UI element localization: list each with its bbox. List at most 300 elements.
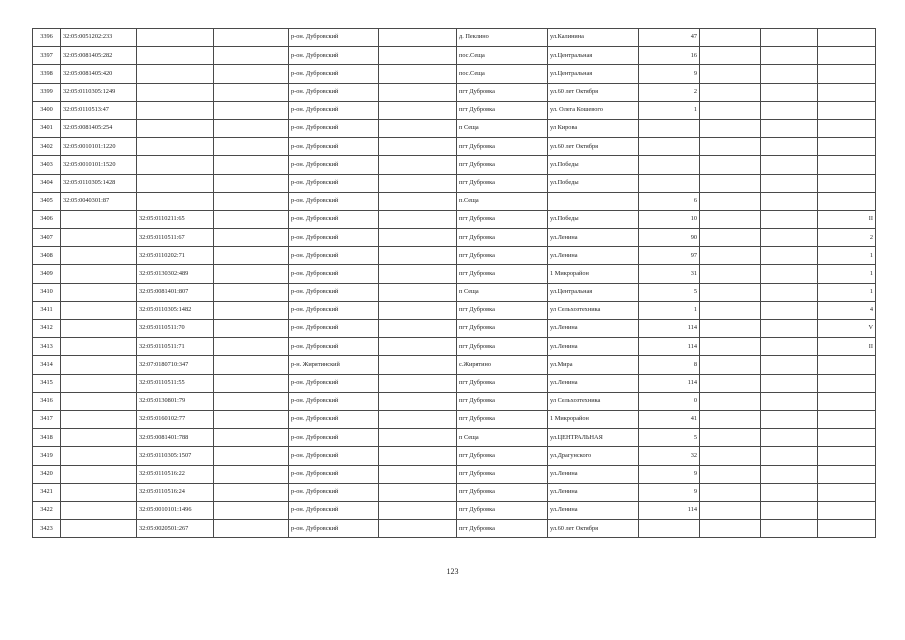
empty-cell — [214, 210, 289, 228]
street-cell: ул.Победы — [548, 156, 639, 174]
empty-cell — [379, 465, 457, 483]
empty-cell — [379, 410, 457, 428]
empty-cell — [700, 174, 761, 192]
empty-cell — [214, 465, 289, 483]
table-row — [33, 410, 876, 428]
settlement-cell: пос.Сеща — [457, 65, 548, 83]
empty-cell — [700, 47, 761, 65]
table-row — [33, 247, 876, 265]
district-cell: р-он. Дубровский — [289, 429, 379, 447]
district-cell: р-он. Дубровский — [289, 156, 379, 174]
extra-value-cell: 4 — [818, 301, 876, 319]
cadastral-number-cell: 32:05:0040301:87 — [61, 192, 137, 210]
extra-value-cell — [818, 392, 876, 410]
district-cell: р-он. Дубровский — [289, 29, 379, 47]
district-cell: р-он. Дубровский — [289, 65, 379, 83]
cadastral-number-cell — [61, 247, 137, 265]
empty-cell — [761, 465, 818, 483]
extra-value-cell — [818, 410, 876, 428]
cadastral-number-cell — [61, 338, 137, 356]
street-cell: ул.Победы — [548, 210, 639, 228]
cadastral-number-cell — [61, 210, 137, 228]
street-cell: ул.Драгунского — [548, 447, 639, 465]
empty-cell — [379, 156, 457, 174]
cadastral-number-cell: 32:05:0010101:1220 — [61, 138, 137, 156]
cadastral-number-alt-cell — [137, 174, 214, 192]
empty-cell — [700, 210, 761, 228]
extra-value-cell — [818, 520, 876, 538]
settlement-cell: пгт Дубровка — [457, 501, 548, 519]
empty-cell — [700, 83, 761, 101]
empty-cell — [761, 520, 818, 538]
table-row — [33, 283, 876, 301]
empty-cell — [214, 320, 289, 338]
empty-cell — [700, 247, 761, 265]
table-row — [33, 301, 876, 319]
empty-cell — [214, 447, 289, 465]
district-cell: р-он. Дубровский — [289, 447, 379, 465]
row-number-cell: 3408 — [33, 247, 61, 265]
street-cell: ул.Победы — [548, 174, 639, 192]
row-number-cell: 3422 — [33, 501, 61, 519]
table-row — [33, 138, 876, 156]
row-number-cell: 3420 — [33, 465, 61, 483]
row-number-cell: 3407 — [33, 229, 61, 247]
cadastral-number-alt-cell — [137, 83, 214, 101]
settlement-cell: пгт Дубровка — [457, 247, 548, 265]
house-number-cell: 32 — [639, 447, 700, 465]
empty-cell — [379, 47, 457, 65]
street-cell: 1 Микрорайон — [548, 265, 639, 283]
cadastral-number-alt-cell — [137, 138, 214, 156]
settlement-cell: пгт Дубровка — [457, 83, 548, 101]
empty-cell — [379, 374, 457, 392]
house-number-cell — [639, 119, 700, 137]
district-cell: р-он. Дубровский — [289, 138, 379, 156]
house-number-cell: 97 — [639, 247, 700, 265]
street-cell: ул.Ленина — [548, 501, 639, 519]
cadastral-number-cell — [61, 283, 137, 301]
street-cell — [548, 192, 639, 210]
empty-cell — [214, 301, 289, 319]
empty-cell — [700, 283, 761, 301]
house-number-cell — [639, 520, 700, 538]
empty-cell — [761, 301, 818, 319]
district-cell: р-н. Жирятинский — [289, 356, 379, 374]
street-cell: ул.Мира — [548, 356, 639, 374]
cadastral-number-cell: 32:05:0051202:233 — [61, 29, 137, 47]
street-cell: ул.60 лет Октября — [548, 83, 639, 101]
extra-value-cell — [818, 465, 876, 483]
house-number-cell: 5 — [639, 283, 700, 301]
empty-cell — [761, 483, 818, 501]
street-cell: ул.Ленина — [548, 320, 639, 338]
empty-cell — [761, 47, 818, 65]
table-row — [33, 374, 876, 392]
empty-cell — [379, 283, 457, 301]
cadastral-number-cell: 32:05:0110305:1428 — [61, 174, 137, 192]
empty-cell — [214, 47, 289, 65]
row-number-cell: 3398 — [33, 65, 61, 83]
empty-cell — [379, 29, 457, 47]
extra-value-cell — [818, 192, 876, 210]
settlement-cell: пгт Дубровка — [457, 174, 548, 192]
row-number-cell: 3410 — [33, 283, 61, 301]
extra-value-cell: 1 — [818, 247, 876, 265]
empty-cell — [214, 374, 289, 392]
empty-cell — [379, 65, 457, 83]
extra-value-cell — [818, 447, 876, 465]
street-cell: ул.Центральная — [548, 65, 639, 83]
cadastral-number-alt-cell: 32:05:0110202:71 — [137, 247, 214, 265]
settlement-cell: пгт Дубровка — [457, 301, 548, 319]
house-number-cell: 9 — [639, 483, 700, 501]
cadastral-number-alt-cell: 32:05:0110511:70 — [137, 320, 214, 338]
house-number-cell: 10 — [639, 210, 700, 228]
empty-cell — [214, 283, 289, 301]
empty-cell — [379, 356, 457, 374]
house-number-cell: 1 — [639, 101, 700, 119]
empty-cell — [700, 356, 761, 374]
street-cell: ул Сельхозтехника — [548, 301, 639, 319]
empty-cell — [761, 356, 818, 374]
extra-value-cell — [818, 65, 876, 83]
house-number-cell: 9 — [639, 465, 700, 483]
empty-cell — [700, 520, 761, 538]
empty-cell — [700, 501, 761, 519]
page-number: 123 — [446, 567, 459, 576]
settlement-cell: п.Сеща — [457, 192, 548, 210]
extra-value-cell — [818, 356, 876, 374]
row-number-cell: 3414 — [33, 356, 61, 374]
settlement-cell: пгт Дубровка — [457, 483, 548, 501]
extra-value-cell: 2 — [818, 229, 876, 247]
empty-cell — [761, 374, 818, 392]
street-cell: ул.Ленина — [548, 465, 639, 483]
extra-value-cell: II — [818, 338, 876, 356]
cadastral-number-alt-cell: 32:05:0110511:71 — [137, 338, 214, 356]
empty-cell — [761, 29, 818, 47]
house-number-cell — [639, 138, 700, 156]
empty-cell — [379, 229, 457, 247]
table-row — [33, 229, 876, 247]
row-number-cell: 3416 — [33, 392, 61, 410]
extra-value-cell — [818, 374, 876, 392]
empty-cell — [214, 174, 289, 192]
empty-cell — [700, 65, 761, 83]
empty-cell — [761, 501, 818, 519]
extra-value-cell — [818, 119, 876, 137]
house-number-cell: 90 — [639, 229, 700, 247]
registry-table — [32, 28, 876, 538]
empty-cell — [700, 465, 761, 483]
settlement-cell: пгт Дубровка — [457, 447, 548, 465]
extra-value-cell — [818, 29, 876, 47]
settlement-cell: пгт Дубровка — [457, 320, 548, 338]
table-row — [33, 483, 876, 501]
extra-value-cell: 1 — [818, 265, 876, 283]
district-cell: р-он. Дубровский — [289, 301, 379, 319]
empty-cell — [700, 374, 761, 392]
house-number-cell: 2 — [639, 83, 700, 101]
house-number-cell: 114 — [639, 320, 700, 338]
empty-cell — [379, 320, 457, 338]
empty-cell — [761, 247, 818, 265]
empty-cell — [214, 520, 289, 538]
district-cell: р-он. Дубровский — [289, 265, 379, 283]
extra-value-cell: V — [818, 320, 876, 338]
empty-cell — [214, 265, 289, 283]
cadastral-number-alt-cell: 32:05:0010101:1496 — [137, 501, 214, 519]
cadastral-number-cell — [61, 356, 137, 374]
empty-cell — [761, 283, 818, 301]
district-cell: р-он. Дубровский — [289, 338, 379, 356]
empty-cell — [700, 119, 761, 137]
table-row — [33, 392, 876, 410]
empty-cell — [379, 520, 457, 538]
street-cell: ул.Калинина — [548, 29, 639, 47]
empty-cell — [700, 320, 761, 338]
empty-cell — [761, 156, 818, 174]
cadastral-number-cell: 32:05:0110513:47 — [61, 101, 137, 119]
settlement-cell: пгт Дубровка — [457, 392, 548, 410]
cadastral-number-cell — [61, 374, 137, 392]
row-number-cell: 3413 — [33, 338, 61, 356]
empty-cell — [700, 301, 761, 319]
empty-cell — [700, 229, 761, 247]
empty-cell — [761, 265, 818, 283]
cadastral-number-cell — [61, 520, 137, 538]
table-row — [33, 447, 876, 465]
empty-cell — [761, 101, 818, 119]
district-cell: р-он. Дубровский — [289, 283, 379, 301]
street-cell: ул.Ленина — [548, 247, 639, 265]
table-row — [33, 320, 876, 338]
empty-cell — [214, 138, 289, 156]
cadastral-number-alt-cell: 32:05:0130302:489 — [137, 265, 214, 283]
empty-cell — [379, 119, 457, 137]
empty-cell — [214, 410, 289, 428]
table-row — [33, 156, 876, 174]
empty-cell — [214, 392, 289, 410]
row-number-cell: 3403 — [33, 156, 61, 174]
settlement-cell: п Сеща — [457, 119, 548, 137]
empty-cell — [214, 83, 289, 101]
empty-cell — [700, 156, 761, 174]
district-cell: р-он. Дубровский — [289, 501, 379, 519]
district-cell: р-он. Дубровский — [289, 174, 379, 192]
cadastral-number-cell — [61, 429, 137, 447]
table-row — [33, 429, 876, 447]
house-number-cell: 9 — [639, 65, 700, 83]
row-number-cell: 3409 — [33, 265, 61, 283]
row-number-cell: 3411 — [33, 301, 61, 319]
cadastral-number-alt-cell: 32:05:0160102:77 — [137, 410, 214, 428]
extra-value-cell — [818, 483, 876, 501]
empty-cell — [761, 192, 818, 210]
district-cell: р-он. Дубровский — [289, 374, 379, 392]
settlement-cell: пос.Сеща — [457, 47, 548, 65]
house-number-cell: 0 — [639, 392, 700, 410]
empty-cell — [761, 338, 818, 356]
cadastral-number-alt-cell: 32:05:0110516:22 — [137, 465, 214, 483]
house-number-cell: 31 — [639, 265, 700, 283]
table-row — [33, 174, 876, 192]
settlement-cell: пгт Дубровка — [457, 265, 548, 283]
house-number-cell — [639, 174, 700, 192]
empty-cell — [761, 392, 818, 410]
empty-cell — [379, 447, 457, 465]
cadastral-number-cell — [61, 301, 137, 319]
empty-cell — [761, 65, 818, 83]
street-cell: ул.Центральная — [548, 47, 639, 65]
settlement-cell: с.Жирятино — [457, 356, 548, 374]
house-number-cell: 1 — [639, 301, 700, 319]
extra-value-cell — [818, 101, 876, 119]
empty-cell — [214, 156, 289, 174]
cadastral-number-alt-cell — [137, 156, 214, 174]
empty-cell — [379, 483, 457, 501]
row-number-cell: 3421 — [33, 483, 61, 501]
table-row — [33, 520, 876, 538]
registry-table-body — [33, 29, 876, 538]
empty-cell — [214, 101, 289, 119]
street-cell: 1 Микрорайон — [548, 410, 639, 428]
cadastral-number-cell — [61, 501, 137, 519]
row-number-cell: 3402 — [33, 138, 61, 156]
settlement-cell: пгт Дубровка — [457, 465, 548, 483]
empty-cell — [761, 429, 818, 447]
empty-cell — [379, 138, 457, 156]
table-row — [33, 83, 876, 101]
cadastral-number-alt-cell: 32:05:0020501:267 — [137, 520, 214, 538]
settlement-cell: пгт Дубровка — [457, 101, 548, 119]
empty-cell — [214, 429, 289, 447]
house-number-cell: 41 — [639, 410, 700, 428]
settlement-cell: д. Пеклино — [457, 29, 548, 47]
empty-cell — [761, 119, 818, 137]
empty-cell — [214, 229, 289, 247]
empty-cell — [700, 192, 761, 210]
empty-cell — [379, 174, 457, 192]
cadastral-number-cell: 32:05:0081405:254 — [61, 119, 137, 137]
empty-cell — [700, 447, 761, 465]
cadastral-number-cell — [61, 410, 137, 428]
cadastral-number-alt-cell — [137, 101, 214, 119]
district-cell: р-он. Дубровский — [289, 101, 379, 119]
row-number-cell: 3405 — [33, 192, 61, 210]
cadastral-number-alt-cell: 32:05:0110211:65 — [137, 210, 214, 228]
settlement-cell: пгт Дубровка — [457, 410, 548, 428]
district-cell: р-он. Дубровский — [289, 47, 379, 65]
row-number-cell: 3406 — [33, 210, 61, 228]
empty-cell — [700, 101, 761, 119]
house-number-cell: 114 — [639, 501, 700, 519]
empty-cell — [214, 247, 289, 265]
district-cell: р-он. Дубровский — [289, 320, 379, 338]
table-row — [33, 65, 876, 83]
extra-value-cell — [818, 47, 876, 65]
cadastral-number-cell — [61, 392, 137, 410]
cadastral-number-cell — [61, 229, 137, 247]
empty-cell — [700, 392, 761, 410]
extra-value-cell — [818, 174, 876, 192]
table-row — [33, 265, 876, 283]
empty-cell — [214, 501, 289, 519]
cadastral-number-alt-cell — [137, 47, 214, 65]
house-number-cell — [639, 156, 700, 174]
empty-cell — [214, 119, 289, 137]
extra-value-cell — [818, 83, 876, 101]
row-number-cell: 3396 — [33, 29, 61, 47]
street-cell: ул.Ленина — [548, 483, 639, 501]
empty-cell — [700, 429, 761, 447]
cadastral-number-alt-cell: 32:05:0110305:1482 — [137, 301, 214, 319]
empty-cell — [700, 265, 761, 283]
row-number-cell: 3401 — [33, 119, 61, 137]
house-number-cell: 6 — [639, 192, 700, 210]
street-cell: ул.60 лет Октября — [548, 520, 639, 538]
cadastral-number-alt-cell: 32:05:0081401:807 — [137, 283, 214, 301]
district-cell: р-он. Дубровский — [289, 229, 379, 247]
district-cell: р-он. Дубровский — [289, 119, 379, 137]
empty-cell — [379, 301, 457, 319]
district-cell: р-он. Дубровский — [289, 465, 379, 483]
house-number-cell: 5 — [639, 429, 700, 447]
cadastral-number-alt-cell — [137, 65, 214, 83]
cadastral-number-cell — [61, 483, 137, 501]
empty-cell — [379, 192, 457, 210]
district-cell: р-он. Дубровский — [289, 410, 379, 428]
empty-cell — [214, 192, 289, 210]
row-number-cell: 3400 — [33, 101, 61, 119]
house-number-cell: 8 — [639, 356, 700, 374]
empty-cell — [379, 247, 457, 265]
empty-cell — [214, 483, 289, 501]
table-row — [33, 192, 876, 210]
empty-cell — [761, 320, 818, 338]
settlement-cell: п Сеща — [457, 429, 548, 447]
cadastral-number-alt-cell: 32:07:0180710:347 — [137, 356, 214, 374]
street-cell: ул.Ленина — [548, 229, 639, 247]
extra-value-cell — [818, 429, 876, 447]
table-row — [33, 501, 876, 519]
cadastral-number-alt-cell: 32:05:0110511:67 — [137, 229, 214, 247]
table-row — [33, 210, 876, 228]
cadastral-number-alt-cell: 32:05:0110516:24 — [137, 483, 214, 501]
street-cell: ул.ЦЕНТРАЛЬНАЯ — [548, 429, 639, 447]
empty-cell — [379, 429, 457, 447]
row-number-cell: 3419 — [33, 447, 61, 465]
empty-cell — [761, 447, 818, 465]
extra-value-cell: 1 — [818, 283, 876, 301]
settlement-cell: п Сеща — [457, 283, 548, 301]
table-row — [33, 119, 876, 137]
table-row — [33, 47, 876, 65]
empty-cell — [379, 501, 457, 519]
empty-cell — [700, 483, 761, 501]
extra-value-cell — [818, 501, 876, 519]
row-number-cell: 3423 — [33, 520, 61, 538]
table-row — [33, 338, 876, 356]
row-number-cell: 3415 — [33, 374, 61, 392]
district-cell: р-он. Дубровский — [289, 392, 379, 410]
extra-value-cell — [818, 138, 876, 156]
empty-cell — [379, 338, 457, 356]
settlement-cell: пгт Дубровка — [457, 229, 548, 247]
empty-cell — [214, 338, 289, 356]
house-number-cell: 47 — [639, 29, 700, 47]
